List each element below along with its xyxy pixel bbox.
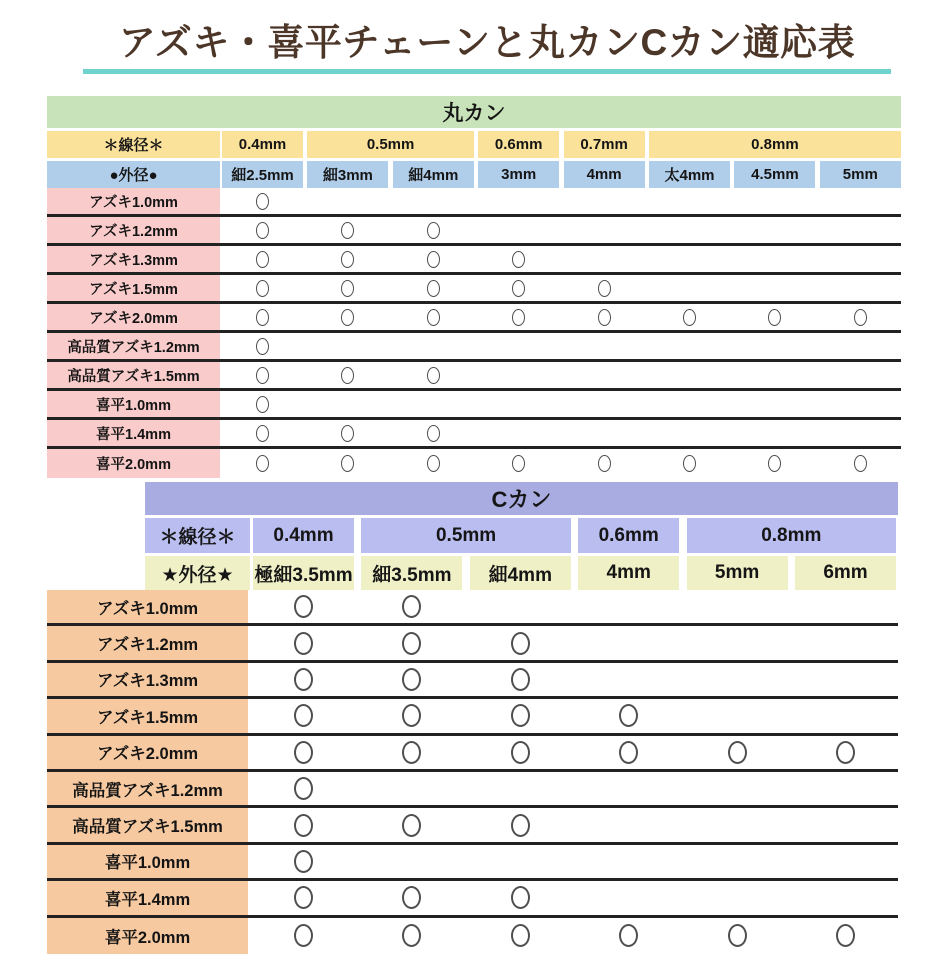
row-label: アズキ1.0mm (47, 590, 248, 623)
mark-cell (307, 304, 388, 330)
mark-cell (393, 217, 474, 243)
marukan-outer-col-4.5mm: 4.5mm (734, 161, 815, 188)
mark-cell (578, 590, 679, 623)
mark-cell (253, 736, 354, 769)
mark-cell (795, 808, 896, 841)
mark-cell (734, 275, 815, 301)
ckan-wire-diameter-label: ＊線径＊ (145, 518, 250, 553)
compatible-circle-mark (427, 222, 440, 239)
compatible-circle-mark (402, 924, 421, 947)
ckan-outer-col-5mm: 5mm (687, 556, 788, 590)
mark-cell (253, 772, 354, 805)
marukan-table (47, 96, 901, 478)
compatible-circle-mark (619, 924, 638, 947)
mark-cell (222, 391, 303, 417)
mark-cell (564, 304, 645, 330)
compatible-circle-mark (768, 455, 781, 472)
mark-cell (564, 246, 645, 272)
ckan-outer-col-6mm: 6mm (795, 556, 896, 590)
compatible-circle-mark (402, 632, 421, 655)
mark-cell (307, 362, 388, 388)
mark-cell (470, 772, 571, 805)
table-row (47, 772, 898, 808)
mark-cell (795, 626, 896, 659)
table-row (47, 663, 898, 699)
table-row (47, 275, 901, 304)
ckan-outer-diameter-label: ★外径★ (145, 556, 250, 590)
mark-cell (820, 362, 901, 388)
mark-cell (307, 420, 388, 446)
ckan-outer-col-細3.5mm: 細3.5mm (361, 556, 462, 590)
row-label: 喜平2.0mm (47, 449, 220, 478)
mark-cell (361, 808, 462, 841)
ckan-table-title: Cカン (145, 482, 898, 515)
compatible-circle-mark (598, 280, 611, 297)
mark-cell (361, 881, 462, 914)
mark-cell (687, 590, 788, 623)
mark-cell (795, 699, 896, 732)
mark-cell (578, 699, 679, 732)
mark-cell (470, 918, 571, 954)
compatible-circle-mark (511, 924, 530, 947)
mark-cell (361, 699, 462, 732)
table-row (47, 699, 898, 735)
mark-cell (478, 304, 559, 330)
ckan-wire-col-0.5mm: 0.5mm (361, 518, 570, 553)
row-label: アズキ2.0mm (47, 736, 248, 769)
mark-cell (393, 333, 474, 359)
mark-cell (222, 275, 303, 301)
compatible-circle-mark (256, 338, 269, 355)
mark-cell (578, 808, 679, 841)
mark-cell (478, 275, 559, 301)
compatible-circle-mark (598, 455, 611, 472)
compatible-circle-mark (854, 309, 867, 326)
compatible-circle-mark (427, 251, 440, 268)
mark-cell (478, 362, 559, 388)
mark-cell (478, 246, 559, 272)
mark-cell (253, 663, 354, 696)
mark-cell (393, 304, 474, 330)
mark-cell (222, 362, 303, 388)
row-label: 高品質アズキ1.2mm (47, 333, 220, 359)
table-row (47, 391, 901, 420)
mark-cell (795, 845, 896, 878)
table-row (47, 881, 898, 917)
mark-cell (564, 362, 645, 388)
marukan-outer-col-3mm: 3mm (478, 161, 559, 188)
mark-cell (307, 449, 388, 478)
mark-cell (222, 420, 303, 446)
compatible-circle-mark (728, 741, 747, 764)
compatible-circle-mark (294, 632, 313, 655)
compatible-circle-mark (294, 595, 313, 618)
ckan-outer-col-4mm: 4mm (578, 556, 679, 590)
mark-cell (795, 772, 896, 805)
row-label: 喜平1.4mm (47, 881, 248, 914)
marukan-wire-col-0.5mm: 0.5mm (307, 131, 473, 158)
mark-cell (564, 391, 645, 417)
table-row (47, 217, 901, 246)
compatible-circle-mark (511, 668, 530, 691)
mark-cell (307, 275, 388, 301)
compatible-circle-mark (427, 425, 440, 442)
marukan-wire-diameter-label: ＊線径＊ (47, 131, 220, 158)
compatible-circle-mark (294, 741, 313, 764)
mark-cell (649, 391, 730, 417)
mark-cell (734, 362, 815, 388)
mark-cell (222, 449, 303, 478)
mark-cell (222, 188, 303, 214)
row-label: 高品質アズキ1.2mm (47, 772, 248, 805)
table-row (47, 808, 898, 844)
compatible-circle-mark (836, 924, 855, 947)
ckan-wire-col-0.8mm: 0.8mm (687, 518, 896, 553)
row-label: 喜平2.0mm (47, 918, 248, 954)
compatible-circle-mark (294, 850, 313, 873)
compatible-circle-mark (402, 595, 421, 618)
compatible-circle-mark (511, 886, 530, 909)
mark-cell (393, 420, 474, 446)
mark-cell (578, 772, 679, 805)
mark-cell (734, 246, 815, 272)
table-row (47, 333, 901, 362)
marukan-wire-col-0.7mm: 0.7mm (564, 131, 645, 158)
mark-cell (393, 449, 474, 478)
mark-cell (361, 663, 462, 696)
compatible-circle-mark (619, 741, 638, 764)
compatible-circle-mark (598, 309, 611, 326)
table-row (47, 304, 901, 333)
compatible-circle-mark (836, 741, 855, 764)
compatible-circle-mark (683, 309, 696, 326)
compatible-circle-mark (341, 367, 354, 384)
table-row (47, 590, 898, 626)
compatible-circle-mark (256, 251, 269, 268)
compatible-circle-mark (341, 425, 354, 442)
compatible-circle-mark (512, 309, 525, 326)
mark-cell (253, 808, 354, 841)
compatible-circle-mark (256, 455, 269, 472)
compatible-circle-mark (768, 309, 781, 326)
marukan-outer-diameter-label: ●外径● (47, 161, 220, 188)
mark-cell (222, 304, 303, 330)
table-row (47, 362, 901, 391)
mark-cell (307, 188, 388, 214)
compatible-circle-mark (427, 367, 440, 384)
compatible-circle-mark (512, 455, 525, 472)
mark-cell (253, 590, 354, 623)
mark-cell (820, 449, 901, 478)
mark-cell (649, 275, 730, 301)
row-label: 高品質アズキ1.5mm (47, 362, 220, 388)
mark-cell (470, 590, 571, 623)
mark-cell (649, 420, 730, 446)
mark-cell (687, 699, 788, 732)
table-row (47, 449, 901, 478)
mark-cell (649, 188, 730, 214)
table-row (47, 246, 901, 275)
compatible-circle-mark (511, 632, 530, 655)
mark-cell (478, 420, 559, 446)
mark-cell (820, 420, 901, 446)
mark-cell (361, 736, 462, 769)
mark-cell (222, 246, 303, 272)
mark-cell (687, 736, 788, 769)
row-label: アズキ1.2mm (47, 626, 248, 659)
row-label: 喜平1.0mm (47, 845, 248, 878)
mark-cell (564, 449, 645, 478)
row-label: アズキ1.3mm (47, 663, 248, 696)
compatible-circle-mark (402, 741, 421, 764)
mark-cell (222, 333, 303, 359)
mark-cell (470, 699, 571, 732)
compatible-circle-mark (512, 280, 525, 297)
mark-cell (795, 736, 896, 769)
mark-cell (253, 918, 354, 954)
compatible-circle-mark (256, 222, 269, 239)
row-label: 高品質アズキ1.5mm (47, 808, 248, 841)
table-row (47, 188, 901, 217)
row-label: アズキ1.5mm (47, 275, 220, 301)
compatible-circle-mark (256, 396, 269, 413)
mark-cell (820, 246, 901, 272)
compatible-circle-mark (511, 741, 530, 764)
compatible-circle-mark (427, 455, 440, 472)
marukan-table-title: 丸カン (47, 96, 901, 128)
mark-cell (578, 881, 679, 914)
marukan-outer-col-細3mm: 細3mm (307, 161, 388, 188)
mark-cell (564, 420, 645, 446)
marukan-outer-col-5mm: 5mm (820, 161, 901, 188)
mark-cell (478, 449, 559, 478)
compatible-circle-mark (256, 309, 269, 326)
mark-cell (820, 275, 901, 301)
compatible-circle-mark (341, 251, 354, 268)
compatible-circle-mark (294, 924, 313, 947)
compatible-circle-mark (854, 455, 867, 472)
mark-cell (734, 391, 815, 417)
compatible-circle-mark (256, 193, 269, 210)
mark-cell (820, 304, 901, 330)
marukan-wire-col-0.8mm: 0.8mm (649, 131, 901, 158)
mark-cell (564, 188, 645, 214)
mark-cell (470, 663, 571, 696)
marukan-wire-col-0.6mm: 0.6mm (478, 131, 559, 158)
row-label: アズキ1.3mm (47, 246, 220, 272)
mark-cell (564, 333, 645, 359)
marukan-wire-col-0.4mm: 0.4mm (222, 131, 303, 158)
compatible-circle-mark (402, 704, 421, 727)
mark-cell (307, 246, 388, 272)
mark-cell (393, 246, 474, 272)
mark-cell (820, 391, 901, 417)
mark-cell (478, 217, 559, 243)
mark-cell (470, 845, 571, 878)
mark-cell (687, 772, 788, 805)
compatible-circle-mark (619, 704, 638, 727)
mark-cell (253, 881, 354, 914)
mark-cell (649, 304, 730, 330)
ckan-table (47, 482, 898, 950)
row-label: アズキ1.2mm (47, 217, 220, 243)
mark-cell (361, 590, 462, 623)
mark-cell (478, 391, 559, 417)
compatible-circle-mark (511, 814, 530, 837)
compatible-circle-mark (402, 886, 421, 909)
compatible-circle-mark (341, 222, 354, 239)
compatible-circle-mark (294, 886, 313, 909)
mark-cell (578, 626, 679, 659)
mark-cell (478, 188, 559, 214)
mark-cell (734, 304, 815, 330)
compatible-circle-mark (402, 814, 421, 837)
mark-cell (649, 246, 730, 272)
table-row (47, 736, 898, 772)
ckan-outer-col-細4mm: 細4mm (470, 556, 571, 590)
mark-cell (253, 845, 354, 878)
ckan-wire-col-0.4mm: 0.4mm (253, 518, 354, 553)
mark-cell (687, 663, 788, 696)
mark-cell (578, 736, 679, 769)
ckan-outer-col-極細3.5mm: 極細3.5mm (253, 556, 354, 590)
mark-cell (649, 362, 730, 388)
marukan-outer-col-細4mm: 細4mm (393, 161, 474, 188)
row-label: 喜平1.4mm (47, 420, 220, 446)
mark-cell (470, 736, 571, 769)
mark-cell (393, 275, 474, 301)
compatible-circle-mark (728, 924, 747, 947)
mark-cell (820, 217, 901, 243)
mark-cell (393, 391, 474, 417)
mark-cell (564, 217, 645, 243)
table-row (47, 918, 898, 954)
compatible-circle-mark (427, 280, 440, 297)
ckan-wire-col-0.6mm: 0.6mm (578, 518, 679, 553)
row-label: アズキ1.5mm (47, 699, 248, 732)
mark-cell (687, 626, 788, 659)
mark-cell (478, 333, 559, 359)
mark-cell (307, 217, 388, 243)
compatible-circle-mark (341, 280, 354, 297)
mark-cell (470, 881, 571, 914)
mark-cell (820, 188, 901, 214)
mark-cell (578, 663, 679, 696)
marukan-outer-col-細2.5mm: 細2.5mm (222, 161, 303, 188)
mark-cell (470, 808, 571, 841)
mark-cell (734, 217, 815, 243)
mark-cell (795, 881, 896, 914)
compatible-circle-mark (256, 280, 269, 297)
mark-cell (253, 626, 354, 659)
compatible-circle-mark (256, 425, 269, 442)
compatible-circle-mark (683, 455, 696, 472)
row-label: 喜平1.0mm (47, 391, 220, 417)
mark-cell (687, 881, 788, 914)
mark-cell (649, 217, 730, 243)
mark-cell (307, 391, 388, 417)
mark-cell (361, 918, 462, 954)
compatible-circle-mark (427, 309, 440, 326)
compatible-circle-mark (294, 777, 313, 800)
mark-cell (578, 918, 679, 954)
mark-cell (734, 420, 815, 446)
row-label: アズキ2.0mm (47, 304, 220, 330)
mark-cell (253, 699, 354, 732)
marukan-outer-col-4mm: 4mm (564, 161, 645, 188)
mark-cell (222, 217, 303, 243)
mark-cell (734, 449, 815, 478)
mark-cell (361, 772, 462, 805)
mark-cell (649, 333, 730, 359)
compatible-circle-mark (511, 704, 530, 727)
compatible-circle-mark (402, 668, 421, 691)
mark-cell (361, 845, 462, 878)
marukan-outer-col-太4mm: 太4mm (649, 161, 730, 188)
mark-cell (393, 188, 474, 214)
mark-cell (307, 333, 388, 359)
mark-cell (578, 845, 679, 878)
mark-cell (393, 362, 474, 388)
mark-cell (687, 918, 788, 954)
table-row (47, 626, 898, 662)
mark-cell (795, 918, 896, 954)
mark-cell (734, 188, 815, 214)
compatible-circle-mark (341, 309, 354, 326)
compatible-circle-mark (294, 668, 313, 691)
page-title: アズキ・喜平チェーンと丸カンCカン適応表 (83, 22, 891, 74)
compatible-circle-mark (256, 367, 269, 384)
table-row (47, 420, 901, 449)
mark-cell (795, 590, 896, 623)
table-row (47, 845, 898, 881)
compatible-circle-mark (294, 704, 313, 727)
mark-cell (795, 663, 896, 696)
mark-cell (649, 449, 730, 478)
mark-cell (470, 626, 571, 659)
compatible-circle-mark (341, 455, 354, 472)
mark-cell (687, 808, 788, 841)
row-label: アズキ1.0mm (47, 188, 220, 214)
compatible-circle-mark (294, 814, 313, 837)
mark-cell (734, 333, 815, 359)
mark-cell (820, 333, 901, 359)
compatible-circle-mark (512, 251, 525, 268)
mark-cell (564, 275, 645, 301)
mark-cell (361, 626, 462, 659)
mark-cell (687, 845, 788, 878)
